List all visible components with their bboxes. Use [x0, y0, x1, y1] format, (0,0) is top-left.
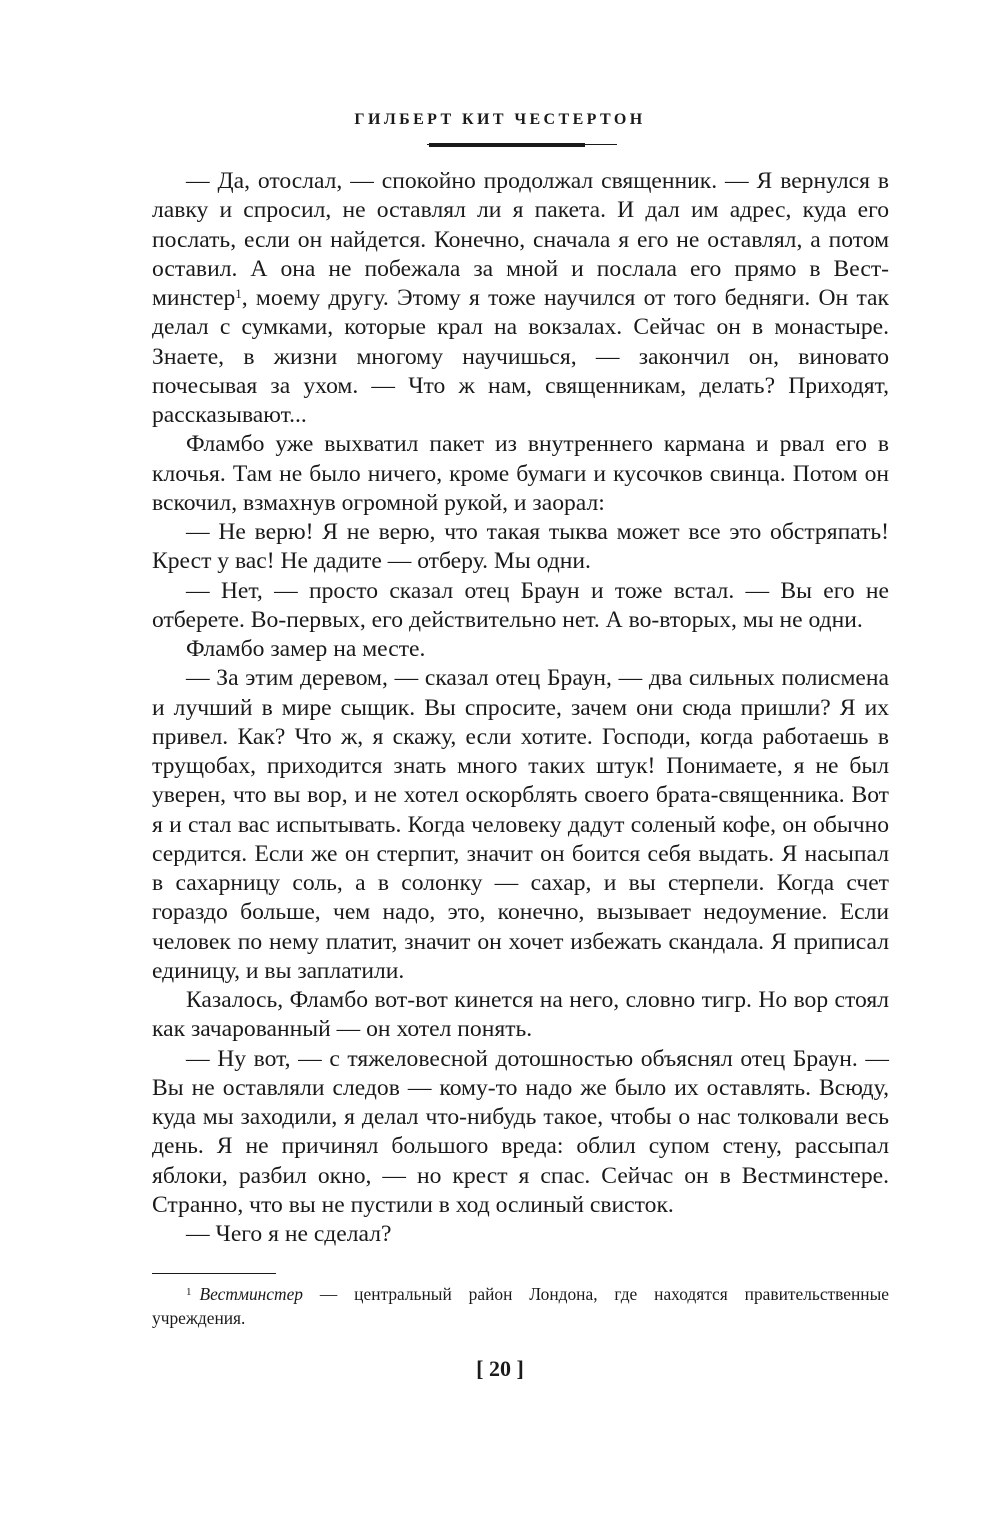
main-text — [152, 167, 889, 1249]
paragraph-4: — Нет, — просто сказал отец Браун и тоже встал. — Вы его не отберете. Во-первых, его действительно нет. А во-вторых, мы не одни. — [152, 577, 889, 633]
footnote-1 — [152, 1283, 889, 1330]
footnote-term: Вестминстер — [199, 1284, 304, 1304]
footnote-separator — [152, 1273, 276, 1274]
paragraph-5: Фламбо замер на месте. — [186, 636, 426, 662]
footnote-marker: 1 — [186, 1285, 192, 1298]
paragraph-1-text-a: — Да, отослал, — спокойно продолжал священник. — Я вернулся в лавку и спросил, не оставлял ли я пакета. И дал им адрес, куда его послать, если он найдется. Конечно, сначала я его не оставлял, а потом оставил. А она не побежала за мной и послала его прямо в Вестминстер — [152, 168, 889, 311]
paragraph-6: — За этим деревом, — сказал отец Браун, — два сильных полисмена и лучший в мире сыщик. Вы спросите, зачем они сюда пришли? Я их привел. Как? Что ж, я скажу, если хотите. Господи, когда работаешь в трущобах, приходится знать много таких штук! Понимаете, я не был уверен, что вы вор, и не хотел оскорблять своего брата-священника. Вот я и стал вас испытывать. Когда человеку дадут соленый кофе, он обычно сердится. Если же он стерпит, значит он боится себя выдать. Я насыпал в сахарницу соль, а в солонку — сахар, и вы стерпели. Когда счет гораздо больше, чем надо, это, конечно, вызывает недоумение. Если человек по нему платит, значит он хочет избежать скандала. Я приписал единицу, и вы заплатили. — [152, 665, 889, 984]
paragraph-1 — [152, 167, 889, 430]
page-number: [ 20 ] — [476, 1356, 524, 1381]
paragraph-3: — Не верю! Я не верю, что такая тыква может все это обстряпать! Крест у вас! Не дадите — отберу. Мы одни. — [152, 519, 889, 575]
paragraph-1-text-b: , моему другу. Этому я тоже научился от того бедняги. Он так делал с сумками, которые крал на вокзалах. Сейчас он в монастыре. Знаете, в жизни многому научишься, — закончил он, виновато почесывая за ухом. — Что ж нам, священникам, делать? Приходят, рассказывают... — [152, 285, 889, 428]
paragraph-7: Казалось, Фламбо вот-вот кинется на него, словно тигр. Но вор стоял как зачарованный — он хотел понять. — [152, 987, 889, 1043]
paragraph-8: — Ну вот, — с тяжеловесной дотошностью объяснял отец Браун. — Вы не оставляли следов — кому-то надо же было их оставлять. Всюду, куда мы заходили, я делал что-нибудь такое, чтобы о нас толковали весь день. Я не причинял большого вреда: облил супом стену, рассыпал яблоки, разбил окно, — но крест я спас. Сейчас он в Вестминстере. Странно, что вы не пустили в ход ослиный свисток. — [152, 1045, 889, 1218]
header-rule-bold — [429, 143, 585, 147]
paragraph-2: Фламбо уже выхватил пакет из внутреннего кармана и рвал его в клочья. Там не было ничего, кроме бумаги и кусочков свинца. Потом он вскочил, взмахнув огромной рукой, и заорал: — [152, 431, 889, 516]
paragraph-9: — Чего я не сделал? — [186, 1221, 392, 1247]
running-head-author: ГИЛБЕРТ КИТ ЧЕСТЕРТОН — [354, 111, 646, 128]
footnote-text: — центральный район Лондона, где находятся правительственные учреждения. — [152, 1284, 889, 1328]
footnote-reference-1: 1 — [235, 285, 242, 301]
